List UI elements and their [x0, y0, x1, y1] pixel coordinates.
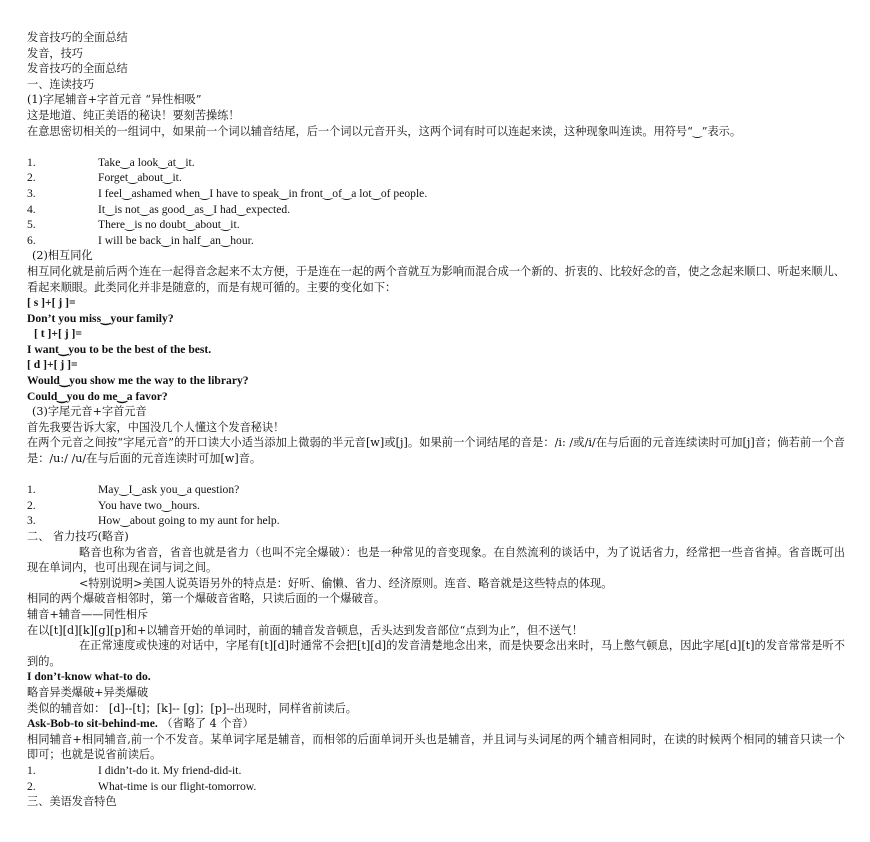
rule-formula: [ t ]+[ j ]= — [34, 327, 82, 341]
list-item: 2. Forget‿about‿it. — [27, 171, 182, 185]
list-item: 2. You have two‿hours. — [27, 498, 200, 512]
subsection-heading: (3)字尾元音+字首元音 — [32, 405, 147, 419]
section-heading-2: 二、 省力技巧(略音) — [27, 530, 129, 543]
example-sentence: Could‿you do me‿a favor? — [27, 389, 168, 403]
spacer — [27, 467, 845, 483]
list-item: 1. Take‿a look‿at‿it. — [27, 155, 195, 169]
doc-subtitle: 发音技巧的全面总结 — [27, 62, 128, 76]
document-page — [27, 30, 845, 810]
list-item: 1. May‿I‿ask you‿a question? — [27, 483, 240, 497]
paragraph: 在正常速度或快速的对话中，字尾有[t][d]时通常不会把[t][d]的发音清楚地念出来，而是快要念出来时，马上憋气顿息，因此字尾[d][t]的发音常常是听不到的。 — [27, 639, 845, 668]
section-heading-1: 一、连读技巧 — [27, 77, 95, 91]
paragraph: 类似的辅音如： [d]--[t]；[k]-- [g]；[p]--出现时，同样省前读后。 — [27, 701, 357, 715]
subsection-heading: (1)字尾辅音+字首元音 “异性相吸” — [27, 93, 202, 107]
paragraph: <特别说明>美国人说英语另外的特点是：好听、偷懒、省力、经济原则。连音、略音就是这些特点的体现。 — [79, 576, 613, 590]
rule-formula: [ s ]+[ j ]= — [27, 296, 76, 310]
list-item: 6. I will be back‿in half‿an‿hour. — [27, 233, 254, 247]
example-sentence: Don’t you miss‿your family? — [27, 311, 174, 325]
list-item: 3. How‿about going to my aunt for help. — [27, 514, 280, 528]
example-note: （省略了 4 个音） — [161, 717, 254, 731]
example-line — [27, 716, 845, 732]
list-item: 1. I didn’t-do it. My friend-did-it. — [27, 763, 242, 777]
list-item: 5. There‿is no doubt‿about‿it. — [27, 218, 240, 232]
doc-title: 发音技巧的全面总结 — [27, 31, 128, 44]
example-sentence: I want‿you to be the best of the best. — [27, 342, 212, 356]
rule-heading: 辅音+辅音——同性相斥 — [27, 607, 149, 621]
example-sentence: Ask-Bob-to sit-behind-me. — [27, 717, 158, 731]
paragraph: 相同的两个爆破音相邻时，第一个爆破音省略，只读后面的一个爆破音。 — [27, 592, 386, 606]
paragraph: 这是地道、纯正美语的秘诀！要刻苦操练！ — [27, 108, 240, 122]
example-sentence: I don’t-know what-to do. — [27, 670, 151, 684]
section-heading-3: 三、美语发音特色 — [27, 795, 117, 809]
list-item: 4. It‿is not‿as good‿as‿I had‿expected. — [27, 202, 291, 216]
paragraph: 略音也称为省音，省音也就是省力（也叫不完全爆破）：也是一种常见的音变现象。在自然流利的谈话中，为了说话省力，经常把一些音省掉。省音既可出现在单词内，也可出现在词与词之间。 — [27, 545, 845, 575]
list-item: 2. What-time is our flight-tomorrow. — [27, 779, 257, 793]
subsection-heading: (2)相互同化 — [32, 249, 93, 263]
rule-heading: 略音异类爆破+异类爆破 — [27, 685, 149, 699]
list-item: 3. I feel‿ashamed when‿I have to speak‿in front‿of‿a lot‿of people. — [27, 186, 428, 200]
paragraph: 首先我要告诉大家，中国没几个人懂这个发音秘诀！ — [27, 420, 285, 434]
paragraph: 在以[t][d][k][g][p]和+以辅音开始的单词时，前面的辅音发音顿息，舌头达到发音部位“点到为止”，但不送气！ — [27, 623, 583, 637]
example-sentence: Would‿you show me the way to the library? — [27, 374, 249, 388]
paragraph: 相互同化就是前后两个连在一起得音念起来不太方便，于是连在一起的两个音就互为影响而混合成一个新的、折衷的、比较好念的音，使之念起来顺口、听起来顺儿、看起来顺眼。此类同化并非是随意的，而是有规可循的。主要的变化如下： — [27, 264, 845, 294]
paragraph: 在两个元音之间按“字尾元音”的开口读大小适当添加上微弱的半元音[w]或[j]。如果前一个词结尾的音是：/i: /或/i/在与后面的元音连续读时可加[j]音；倘若前一个音是：/u:/ /u/在与后面的元音连读时可加[w]音。 — [27, 436, 845, 466]
paragraph: 相同辅音+相同辅音,前一个不发音。某单词字尾是辅音，而相邻的后面单词开头也是辅音，并且词与头词尾的两个辅音相同时，在读的时候两个相同的辅音只读一个即可；也就是说省前读后。 — [27, 732, 845, 762]
doc-keywords: 发音，技巧 — [27, 46, 83, 60]
rule-formula: [ d ]+[ j ]= — [27, 358, 78, 372]
paragraph: 在意思密切相关的一组词中，如果前一个词以辅音结尾，后一个词以元音开头，这两个词有时可以连起来读，这种现象叫连读。用符号“‿”表示。 — [27, 124, 742, 138]
